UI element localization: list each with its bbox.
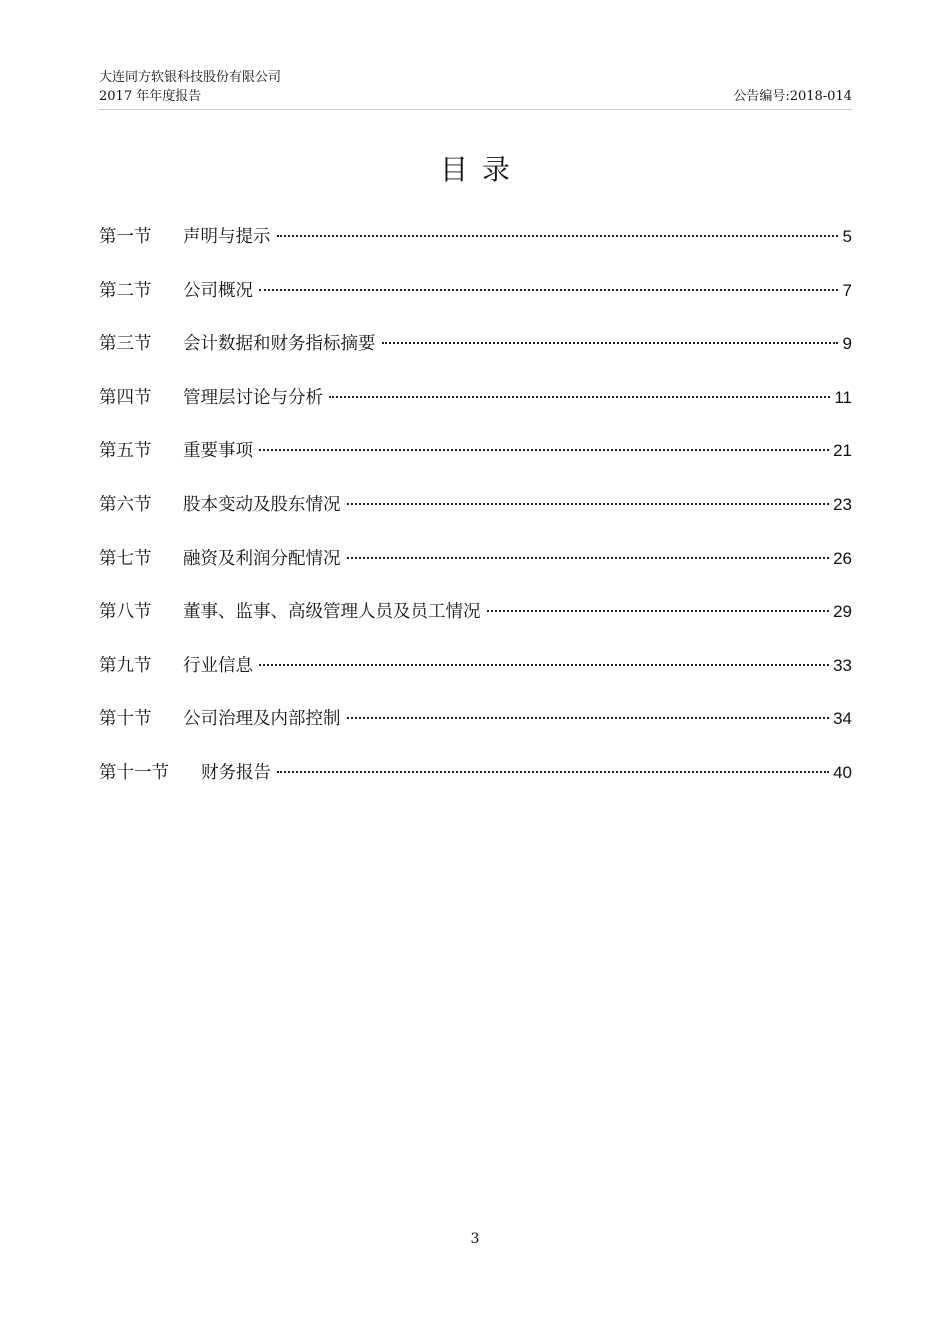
header-row-report <box>99 87 852 106</box>
header-divider <box>99 109 852 110</box>
toc-page-number: 23 <box>833 494 852 514</box>
toc-page-number: 29 <box>833 602 852 622</box>
toc-entry[interactable] <box>99 758 852 812</box>
toc-dot-leader <box>329 396 830 398</box>
toc-entry[interactable] <box>99 704 852 758</box>
toc-page-number: 11 <box>834 387 852 407</box>
toc-dot-leader <box>259 289 838 291</box>
page-number: 3 <box>470 1231 480 1247</box>
toc-dot-leader <box>277 771 829 773</box>
toc-section-title: 董事、监事、高级管理人员及员工情况 <box>183 602 481 623</box>
toc-entry[interactable] <box>99 597 852 651</box>
toc-section-number: 第三节 <box>99 334 152 355</box>
toc-section-number: 第九节 <box>99 655 152 676</box>
toc-section-number: 第一节 <box>99 227 152 247</box>
toc-title: 目录 <box>439 153 524 186</box>
toc-entry[interactable] <box>99 436 852 490</box>
toc-section-title: 重要事项 <box>183 441 253 462</box>
toc-entry[interactable] <box>99 490 852 544</box>
toc-section-title: 公司概况 <box>183 280 253 301</box>
toc-section-title: 声明与提示 <box>183 227 271 247</box>
toc-entry[interactable] <box>99 383 852 437</box>
toc-page-number: 34 <box>833 709 852 729</box>
toc-section-number: 第六节 <box>99 494 152 515</box>
page-header <box>99 68 852 106</box>
toc-section-number: 第十一节 <box>99 762 169 783</box>
toc-dot-leader <box>277 235 839 237</box>
toc-section-title: 行业信息 <box>183 655 253 676</box>
toc-dot-leader <box>382 342 839 344</box>
toc-section-number: 第七节 <box>99 548 152 569</box>
toc-section-title: 股本变动及股东情况 <box>183 494 341 515</box>
toc-section-title: 会计数据和财务指标摘要 <box>183 334 376 355</box>
toc-section-number: 第八节 <box>99 602 152 623</box>
toc-dot-leader <box>347 557 830 559</box>
toc-entry[interactable] <box>99 276 852 330</box>
report-name: 2017 年年度报告 <box>99 89 202 104</box>
announcement-number: 公告编号:2018-014 <box>733 89 852 104</box>
toc-entry[interactable] <box>99 651 852 705</box>
toc-page-number: 33 <box>833 655 852 675</box>
toc-dot-leader <box>259 449 829 451</box>
toc-section-number: 第十节 <box>99 709 152 730</box>
toc-dot-leader <box>487 610 830 612</box>
toc-section-title: 公司治理及内部控制 <box>183 709 341 730</box>
toc-dot-leader <box>259 664 829 666</box>
toc-section-number: 第四节 <box>99 387 152 408</box>
table-of-contents <box>99 222 852 812</box>
toc-dot-leader <box>347 717 830 719</box>
toc-section-number: 第五节 <box>99 441 152 462</box>
toc-section-title: 财务报告 <box>201 762 271 783</box>
toc-page-number: 40 <box>833 762 852 782</box>
toc-page-number: 21 <box>833 441 852 461</box>
company-name: 大连同方软银科技股份有限公司 <box>99 70 282 85</box>
toc-page-number: 26 <box>833 548 852 568</box>
toc-page-number: 9 <box>842 334 852 354</box>
toc-section-title: 管理层讨论与分析 <box>183 387 323 408</box>
toc-dot-leader <box>347 503 830 505</box>
toc-section-title: 融资及利润分配情况 <box>183 548 341 569</box>
toc-entry[interactable] <box>99 544 852 598</box>
toc-entry[interactable] <box>99 222 852 276</box>
toc-page-number: 7 <box>842 280 852 300</box>
toc-section-number: 第二节 <box>99 280 152 301</box>
toc-entry[interactable] <box>99 329 852 383</box>
toc-page-number: 5 <box>842 227 852 246</box>
header-row-company <box>99 68 852 87</box>
